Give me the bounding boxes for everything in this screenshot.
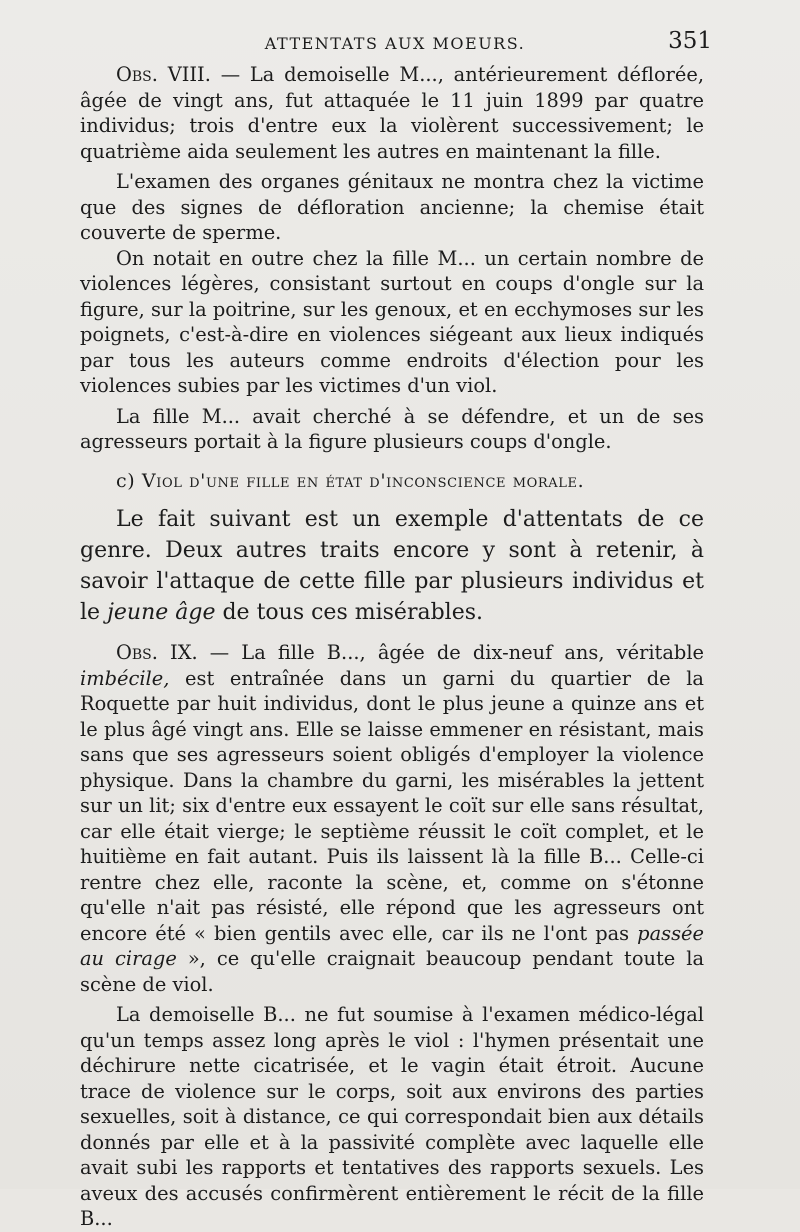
obs9-text-b: est entraînée dans un garni du quartier de la Roquette par huit individus, dont le plus jeune a quinze ans et le plus âgé vingt ans. Elle se laisse emmener en résistant, mais sans que ses agresseurs soient obligés d'employer la violence physique. Dans la chambre du garni, les misérables la jettent sur un lit; six d'entre eux essayent le coït sur elle sans résultat, car elle était vierge; le septième réussit le coït complet, et le huitième en fait autant. Puis ils laissent là la fille B... Celle-ci rentre chez elle, raconte la scène, et, comme on s'étonne qu'elle n'ait pas résisté, elle répond que les agresseurs ont encore été « bien gentils avec elle, car ils ne l'ont pas [80, 666, 704, 945]
obs9-text-a: — La fille B..., âgée de dix-neuf ans, véritable [197, 641, 704, 664]
obs9-text-c: », ce qu'elle craignait beaucoup pendant toute la scène de viol. [80, 947, 705, 996]
page-body [80, 62, 704, 1232]
intro-paragraph [80, 504, 704, 628]
section-marker: c) [116, 469, 136, 492]
obs8-p1-text: — La demoiselle M..., antérieurement déflorée, âgée de vingt ans, fut attaquée le 11 juin 1899 par quatre individus; trois d'entre eux la violèrent successivement; le quatrième aida seulement les autres en maintenant la fille. [80, 63, 705, 163]
obs9-paragraph-2: La demoiselle B... ne fut soumise à l'examen médico-légal qu'un temps assez long après le viol : l'hymen présentait une déchirure nette cicatrisée, et le vagin était étroit. Aucune trace de violence sur le corps, soit aux environs des parties sexuelles, soit à distance, ce qui correspondait bien aux détails donnés par elle et à la passivité complète avec laquelle elle avait subi les rapports et tentatives des rapports sexuels. Les aveux des accusés confirmèrent entièrement le récit de la fille B... [80, 1003, 704, 1230]
obs9-paragraph-1 [80, 640, 704, 997]
obs8-paragraph-3: On notait en outre chez la fille M... un certain nombre de violences légères, consistant surtout en coups d'ongle sur la figure, sur la poitrine, sur les genoux, et en ecchymoses sur les poignets, c'est-à-dire en violences siégeant aux lieux indiqués par tous les auteurs comme endroits d'élection pour les violences subies par les victimes d'un viol. [80, 246, 704, 397]
obs9-italic-1: imbécile, [80, 666, 170, 690]
obs9-label: Obs. IX. [116, 641, 198, 664]
obs9-italic-2: passée au cirage [80, 921, 704, 970]
intro-text-1: Le fait suivant est un exemple d'attentats de ce genre. Deux autres traits encore y sont à retenir, à savoir l'attaque de cette fille par plusieurs individus et le [80, 507, 704, 625]
page-header [80, 28, 710, 64]
obs8-label: Obs. VIII. [116, 63, 211, 86]
obs8-paragraph-4: La fille M... avait cherché à se défendre, et un de ses agresseurs portait à la figure plusieurs coups d'ongle. [80, 404, 704, 453]
page-number: 351 [668, 28, 712, 54]
intro-text-2: de tous ces misérables. [215, 600, 483, 625]
obs8-paragraph-1 [80, 62, 704, 164]
section-title: Viol d'une fille en état d'inconscience morale. [141, 469, 585, 492]
running-head: ATTENTATS AUX MOEURS. [264, 34, 526, 53]
section-heading [80, 469, 704, 495]
obs8-paragraph-2: L'examen des organes génitaux ne montra chez la victime que des signes de défloration ancienne; la chemise était couverte de sperme. [80, 170, 704, 244]
intro-italic: jeune âge [107, 600, 216, 625]
